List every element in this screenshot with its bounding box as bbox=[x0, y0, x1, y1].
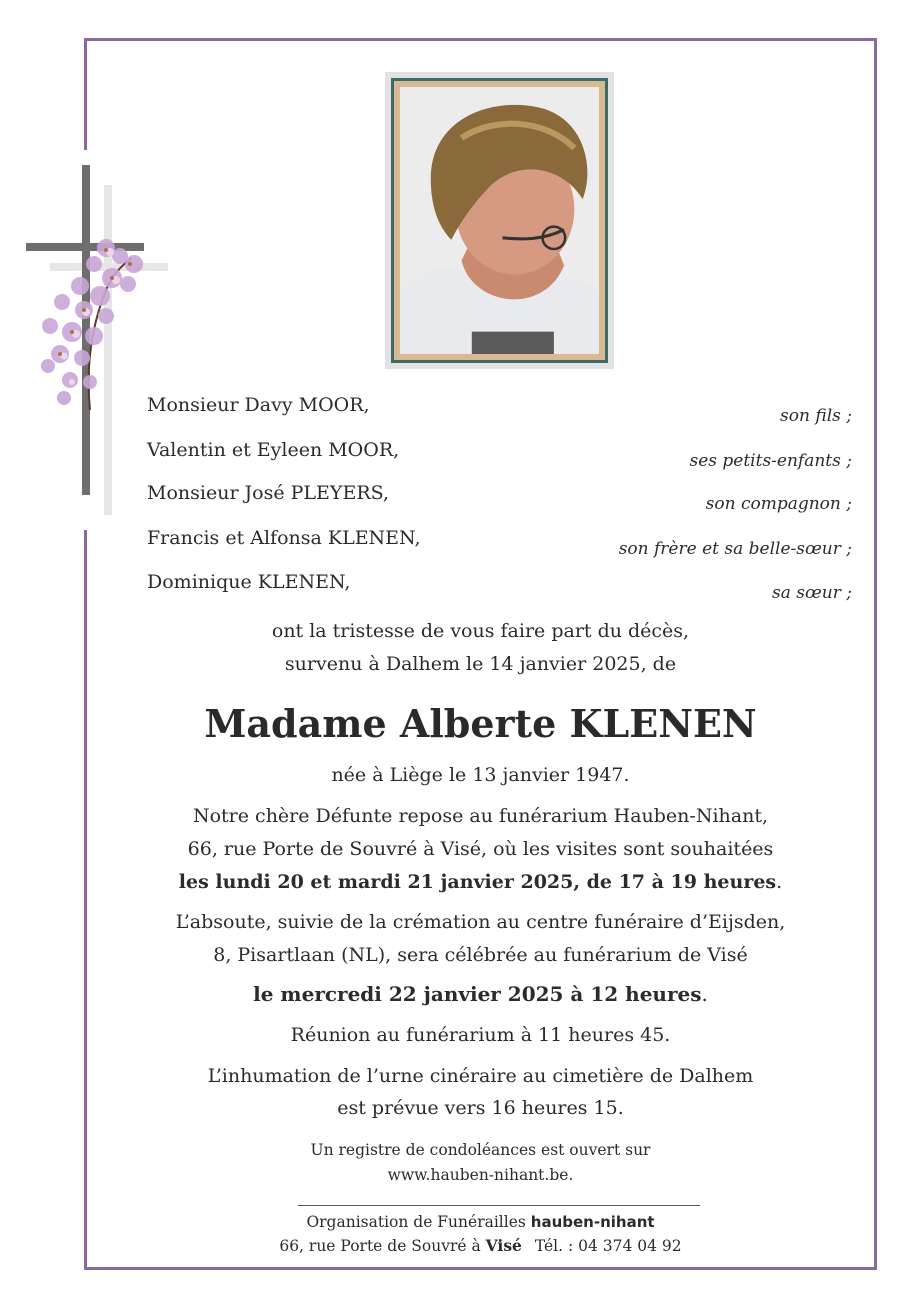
relative-relation: sa sœur ; bbox=[771, 583, 852, 603]
relative-name: Monsieur José PLEYERS, bbox=[147, 482, 390, 504]
condolences-url[interactable]: www.hauben-nihant.be. bbox=[387, 1166, 574, 1184]
intro-line-1: ont la tristesse de vous faire part du décès, bbox=[271, 620, 690, 642]
condolences-line-1: Un registre de condoléances est ouvert sur bbox=[310, 1141, 651, 1159]
ceremony-date: le mercredi 22 janvier 2025 à 12 heures bbox=[253, 982, 702, 1006]
relative-name: Valentin et Eyleen MOOR, bbox=[147, 439, 400, 461]
ceremony-line-3 bbox=[84, 982, 877, 1006]
relative-name: Francis et Alfonsa KLENEN, bbox=[147, 527, 421, 549]
portrait-photo bbox=[385, 72, 614, 369]
relative-relation: son frère et sa belle-sœur ; bbox=[618, 539, 852, 559]
burial-line-2: est prévue vers 16 heures 15. bbox=[337, 1097, 624, 1119]
visits-dates: les lundi 20 et mardi 21 janvier 2025, de 17 à 19 heures bbox=[178, 871, 777, 893]
portrait-image bbox=[400, 87, 599, 354]
photo-mat bbox=[391, 78, 608, 363]
burial-line-1: L’inhumation de l’urne cinéraire au cimetière de Dalhem bbox=[207, 1065, 754, 1087]
deceased-name: Madame Alberte KLENEN bbox=[204, 701, 757, 746]
birth-line: née à Liège le 13 janvier 1947. bbox=[331, 764, 630, 786]
ceremony-period: . bbox=[701, 982, 708, 1006]
footer-address-prefix: 66, rue Porte de Souvré à bbox=[279, 1237, 481, 1255]
visits-line-1: Notre chère Défunte repose au funérarium Hauben-Nihant, bbox=[192, 805, 768, 827]
footer-brand-logo: hauben-nihant bbox=[530, 1213, 655, 1231]
footer-organisation bbox=[84, 1213, 877, 1231]
footer-divider bbox=[298, 1205, 700, 1206]
meeting-line: Réunion au funérarium à 11 heures 45. bbox=[290, 1024, 671, 1046]
footer-org-label: Organisation de Funérailles bbox=[306, 1213, 526, 1231]
relative-relation: son fils ; bbox=[780, 406, 852, 426]
intro-line-2: survenu à Dalhem le 14 janvier 2025, de bbox=[284, 653, 677, 675]
footer-address bbox=[84, 1236, 877, 1255]
visits-period: . bbox=[776, 871, 783, 893]
relative-name: Dominique KLENEN, bbox=[147, 571, 351, 593]
relative-name: Monsieur Davy MOOR, bbox=[147, 394, 370, 416]
ceremony-line-1: L’absoute, suivie de la crémation au centre funéraire d’Eijsden, bbox=[175, 911, 786, 933]
cross-with-orchid-icon bbox=[20, 160, 180, 520]
relative-relation: ses petits-enfants ; bbox=[689, 451, 852, 471]
relative-relation: son compagnon ; bbox=[705, 494, 852, 514]
visits-line-2: 66, rue Porte de Souvré à Visé, où les visites sont souhaitées bbox=[187, 838, 774, 860]
visits-line-3 bbox=[84, 871, 877, 893]
footer-address-city: Visé bbox=[485, 1236, 522, 1255]
footer-phone[interactable]: Tél. : 04 374 04 92 bbox=[534, 1237, 682, 1255]
ceremony-line-2: 8, Pisartlaan (NL), sera célébrée au funérarium de Visé bbox=[213, 944, 748, 966]
